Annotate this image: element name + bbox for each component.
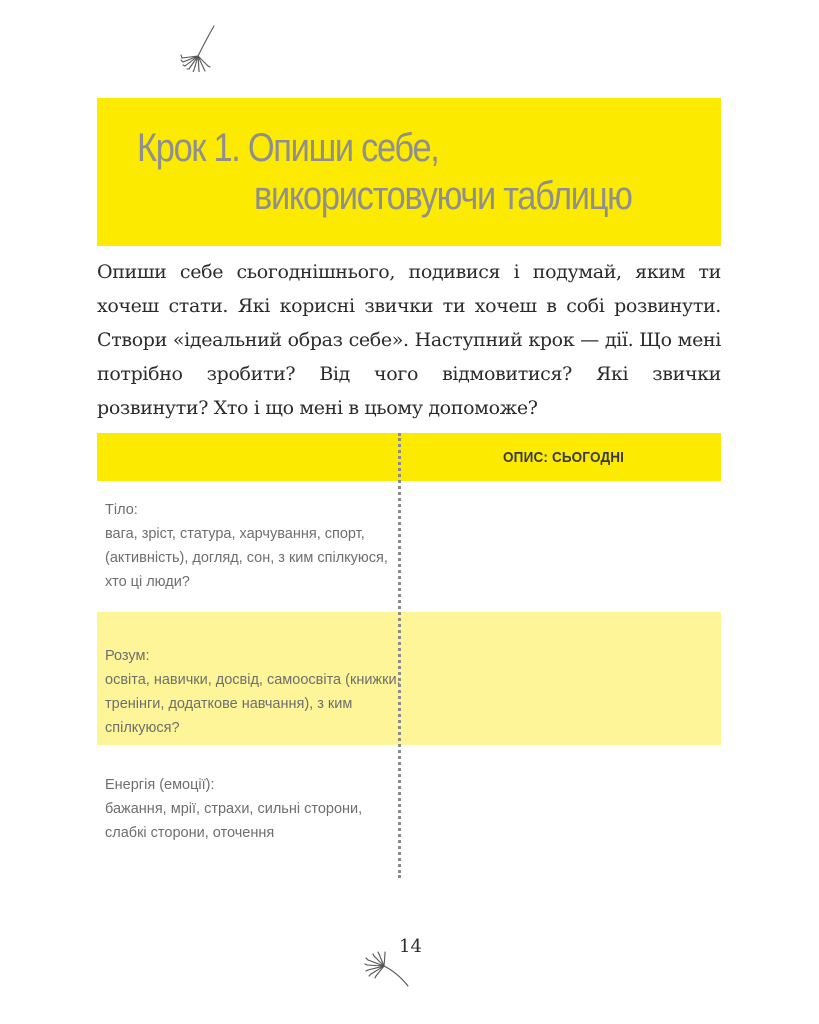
intro-paragraph: Опиши себе сьогоднішнього, подивися і подумай, яким ти хочеш стати. Які корисні звички ти хочеш в собі розвинути. Створи «ідеальний образ себе». Наступний крок — дії. Що мені потрібно зробити? Від чого відмовитися? Які звички розвинути? Хто і що мені в цьому допоможе? <box>97 261 721 419</box>
row-description: вага, зріст, статура, харчування, спорт, (активність), догляд, сон, з ким спілкуюся, хто ці люди? <box>105 526 388 590</box>
row-description: освіта, навички, досвід, самоосвіта (книжки, тренінги, додаткове навчання), з ким спілкуюся? <box>105 672 401 736</box>
row-text <box>105 773 401 845</box>
row-title: Тіло: <box>105 502 138 518</box>
row-title: Розум: <box>105 648 150 664</box>
page-title-line-1: Крок 1. Опиши себе, <box>137 126 439 170</box>
column-divider <box>398 433 401 878</box>
table-header <box>97 433 721 481</box>
row-text <box>105 498 401 594</box>
page-title-line-2: використовуючи таблицю <box>254 174 632 218</box>
dandelion-seed-icon <box>174 22 222 72</box>
table-row-energy <box>97 745 721 875</box>
dandelion-seed-icon <box>362 946 412 988</box>
row-text <box>105 644 401 740</box>
title-banner <box>97 98 721 246</box>
row-description: бажання, мрії, страхи, сильні сторони, слабкі сторони, оточення <box>105 801 363 841</box>
table-row-body <box>97 481 721 612</box>
page-number: 14 <box>399 936 422 957</box>
row-title: Енергія (емоції): <box>105 777 215 793</box>
table-row-mind <box>97 612 721 745</box>
table-header-label: ОПИС: СЬОГОДНІ <box>503 449 625 466</box>
